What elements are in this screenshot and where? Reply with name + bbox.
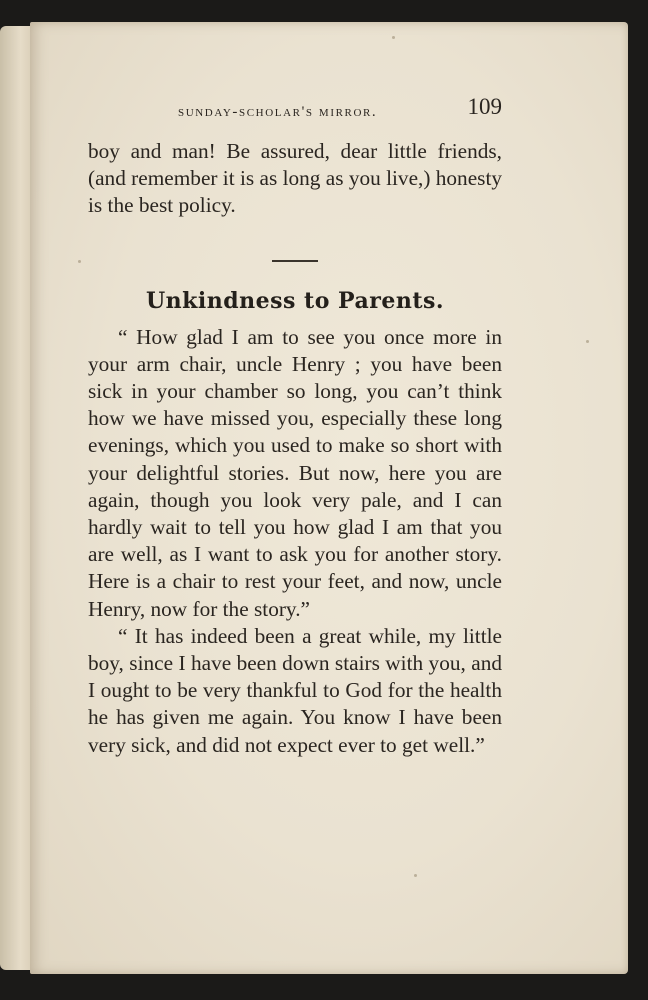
opening-paragraph: boy and man! Be assured, dear little friends, (and remember it is as long as you live,) honesty is the best policy. — [88, 139, 503, 218]
paper-fleck — [414, 874, 417, 877]
running-title: sunday-scholar's mirror. — [178, 104, 378, 120]
paper-fleck — [78, 260, 81, 263]
book-spine-edge — [0, 26, 34, 970]
body-paragraph: “ How glad I am to see you once more in your arm chair, uncle Henry ; you have been sick in your chamber so long, you can’t think how we have missed you, especially these long evenings, which you used to make so short with your delightful stories. But now, here you are again, though you look very pale, and I can hardly wait to tell you how glad I am that you are well, as I want to ask you for another story. Here is a chair to rest your feet, and now, uncle Henry, now for the story.” — [88, 324, 502, 621]
paper-fleck — [392, 36, 395, 39]
section-heading: Unkindness to Parents. — [145, 287, 445, 314]
running-head — [88, 94, 502, 126]
section-divider — [272, 260, 318, 262]
paper-fleck — [586, 340, 589, 343]
body-paragraph: “ It has indeed been a great while, my little boy, since I have been down stairs with you, and I ought to be very thankful to God for the health he has given me again. You know I have been very sick, and did not expect ever to get well.” — [88, 623, 502, 757]
book-page — [30, 22, 628, 974]
page-number: 109 — [467, 94, 502, 119]
page-content — [88, 94, 502, 759]
